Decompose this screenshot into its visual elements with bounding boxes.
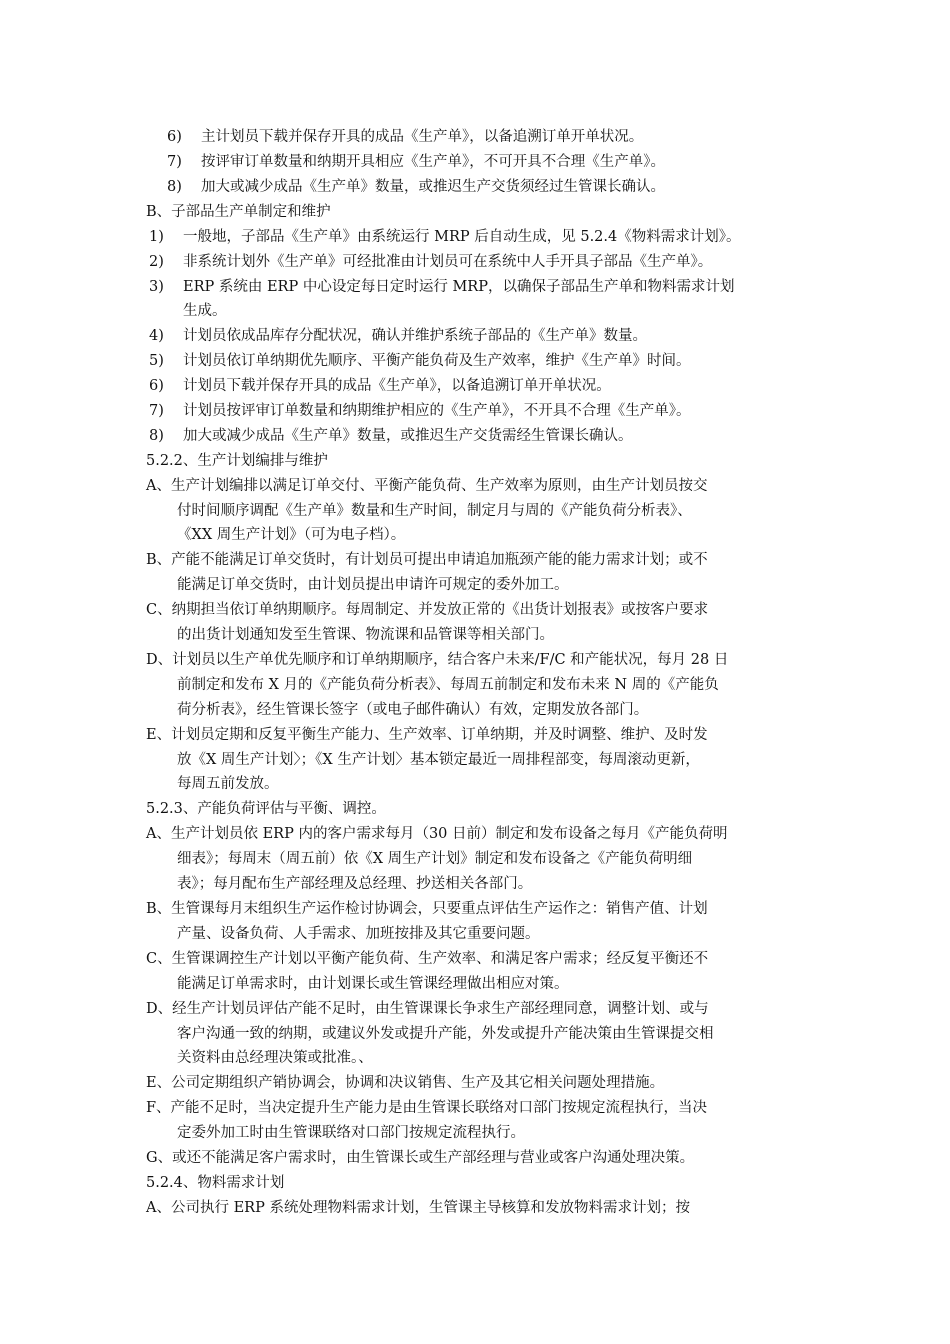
paragraph-line: E、计划员定期和反复平衡生产能力、生产效率、订单纳期，并及时调整、维护、及时发 [146,727,708,743]
list-item-text: 生成。 [183,303,227,319]
paragraph-line: 定委外加工时由生管课联络对口部门按规定流程执行。 [177,1125,525,1141]
list-item-text: 加大或减少成品《生产单》数量，或推迟生产交货需经生管课长确认。 [183,428,633,444]
list-number: 1) [149,229,164,245]
paragraph-line: 客户沟通一致的纳期，或建议外发或提升产能，外发或提升产能决策由生管课提交相 [177,1026,714,1042]
paragraph-line: 《XX 周生产计划》（可为电子档）。 [177,527,406,543]
list-item-text: 加大或减少成品《生产单》数量，或推迟生产交货须经过生管课长确认。 [201,179,665,195]
paragraph-line: C、纳期担当依订单纳期顺序。每周制定、并发放正常的《出货计划报表》或按客户要求 [146,602,709,618]
paragraph-line: C、生管课调控生产计划以平衡产能负荷、生产效率、和满足客户需求；经反复平衡还不 [146,951,709,967]
section-heading: 5.2.2、生产计划编排与维护 [146,453,328,469]
paragraph-line: 关资料由总经理决策或批准。、 [177,1050,373,1066]
paragraph-line: 荷分析表》，经生管课长签字（或电子邮件确认）有效，定期发放各部门。 [177,702,649,718]
paragraph-line: 付时间顺序调配《生产单》数量和生产时间，制定月与周的《产能负荷分析表》、 [177,503,692,519]
paragraph-line: 细表》；每周末（周五前）依《X 周生产计划》制定和发布设备之《产能负荷明细 [177,851,693,867]
list-number: 5) [149,353,164,369]
paragraph-line: 放《X 周生产计划〉；《X 生产计划〉基本锁定最近一周排程部变，每周滚动更新， [177,752,700,768]
list-number: 7) [149,403,164,419]
paragraph-line: A、生产计划编排以满足订单交付、平衡产能负荷、生产效率为原则，由生产计划员按交 [146,478,708,494]
list-number: 6) [149,378,164,394]
list-item-text: 主计划员下载并保存开具的成品《生产单》，以备追溯订单开单状况。 [201,129,644,145]
list-item-text: 计划员按评审订单数量和纳期维护相应的《生产单》，不开具不合理《生产单》。 [183,403,691,419]
list-number: 4) [149,328,164,344]
paragraph-line: D、计划员以生产单优先顺序和订单纳期顺序，结合客户未来/F/C 和产能状况，每月 28 日 [146,652,729,668]
paragraph-line: 能满足订单需求时，由计划课长或生管课经理做出相应对策。 [177,976,569,992]
section-heading: 5.2.4、物料需求计划 [146,1175,285,1191]
list-item-text: 按评审订单数量和纳期开具相应《生产单》，不可开具不合理《生产单》。 [201,154,665,170]
paragraph-line: 的出货计划通知发至生管课、物流课和品管课等相关部门。 [177,627,554,643]
list-item-text: ERP 系统由 ERP 中心设定每日定时运行 MRP，以确保子部品生产单和物料需求计划 [183,279,735,295]
list-item-text: 计划员下载并保存开具的成品《生产单》，以备追溯订单开单状况。 [183,378,611,394]
paragraph-line: 表》；每月配布生产部经理及总经理、抄送相关各部门。 [177,876,533,892]
list-number: 7) [167,154,182,170]
paragraph-line: B、产能不能满足订单交货时，有计划员可提出申请追加瓶颈产能的能力需求计划；或不 [146,552,708,568]
section-heading: B、子部品生产单制定和维护 [146,204,331,220]
list-item-text: 一般地，子部品《生产单》由系统运行 MRP 后自动生成，见 5.2.4《物料需求计划》。 [183,229,741,245]
paragraph-line: F、产能不足时，当决定提升生产能力是由生管课长联络对口部门按规定流程执行，当决 [146,1100,708,1116]
list-item-text: 计划员依订单纳期优先顺序、平衡产能负荷及生产效率，维护《生产单》时间。 [183,353,691,369]
paragraph-line: A、生产计划员依 ERP 内的客户需求每月（30 日前）制定和发布设备之每月《产能负荷明 [146,826,728,842]
list-number: 3) [149,279,164,295]
paragraph-line: E、公司定期组织产销协调会，协调和决议销售、生产及其它相关问题处理措施。 [146,1075,665,1091]
paragraph-line: A、公司执行 ERP 系统处理物料需求计划，生管课主导核算和发放物料需求计划；按 [146,1200,690,1216]
paragraph-line: 产量、设备负荷、人手需求、加班按排及其它重要问题。 [177,926,540,942]
paragraph-line: D、经生产计划员评估产能不足时，由生管课课长争求生产部经理同意，调整计划、或与 [146,1001,709,1017]
list-number: 2) [149,254,164,270]
paragraph-line: 每周五前发放。 [177,776,279,792]
list-item-text: 计划员依成品库存分配状况，确认并维护系统子部品的《生产单》数量。 [183,328,647,344]
paragraph-line: G、或还不能满足客户需求时，由生管课长或生产部经理与营业或客户沟通处理决策。 [146,1150,695,1166]
paragraph-line: 能满足订单交货时，由计划员提出申请许可规定的委外加工。 [177,577,569,593]
paragraph-line: B、生管课每月末组织生产运作检讨协调会，只要重点评估生产运作之：销售产值、计划 [146,901,708,917]
list-item-text: 非系统计划外《生产单》可经批准由计划员可在系统中人手开具子部品《生产单》。 [183,254,713,270]
list-number: 8) [149,428,164,444]
paragraph-line: 前制定和发布 X 月的《产能负荷分析表》、每周五前制定和发布未来 N 周的《产能负 [177,677,719,693]
list-number: 8) [167,179,182,195]
list-number: 6) [167,129,182,145]
section-heading: 5.2.3、产能负荷评估与平衡、调控。 [146,801,386,817]
